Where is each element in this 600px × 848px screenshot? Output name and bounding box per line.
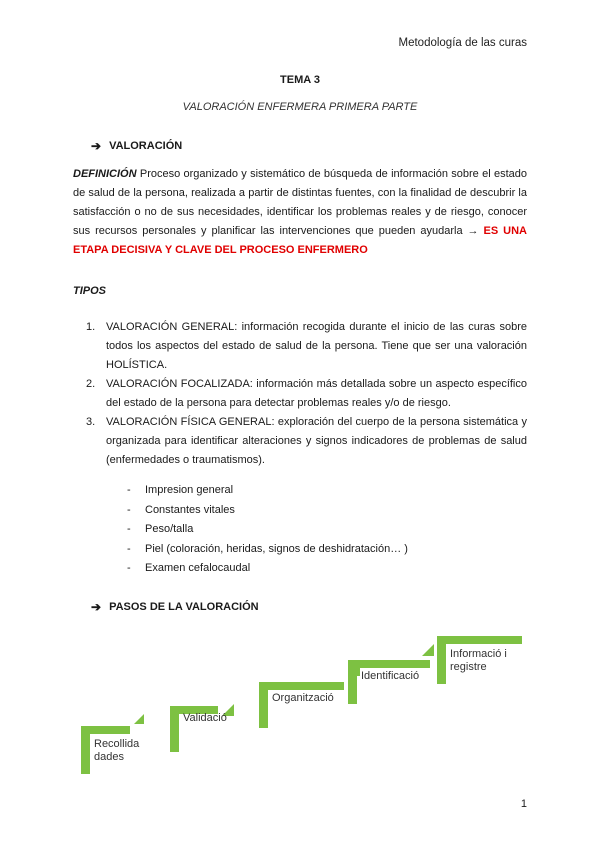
list-item xyxy=(86,413,527,470)
arrow-right-icon: ➔ xyxy=(91,139,102,153)
page-title: TEMA 3 xyxy=(280,74,320,86)
page-header: Metodología de las curas xyxy=(398,37,527,49)
arrow-right-icon: ➔ xyxy=(91,600,102,614)
sub-list-item: - Constantes vitales xyxy=(127,501,408,521)
definition-lead: DEFINICIÓN xyxy=(73,168,137,180)
definition-highlight: ES UNA ETAPA DECISIVA Y CLAVE DEL PROCESO ENFERMERO xyxy=(73,225,528,256)
section-heading-pasos xyxy=(91,600,259,614)
steps-diagram xyxy=(76,632,526,778)
list-item xyxy=(86,375,527,413)
step-shape-3 xyxy=(259,682,344,728)
step-label-5: Informació i registre xyxy=(450,648,507,673)
list-item-number: 2. xyxy=(86,378,96,390)
page-number: 1 xyxy=(520,798,527,810)
sub-list-item: - Piel (coloración, heridas, signos de deshidratación… ) xyxy=(127,540,408,560)
tipos-heading: TIPOS xyxy=(73,285,107,297)
sub-list-item: - Peso/talla xyxy=(127,520,408,540)
sub-list-item: - Impresion general xyxy=(127,481,408,501)
step-label-2: Validació xyxy=(183,712,227,724)
physical-exam-sublist xyxy=(127,481,408,579)
step-arrow-4 xyxy=(422,644,434,656)
list-item-number: 3. xyxy=(86,416,96,428)
step-label-1: Recollida dades xyxy=(94,738,140,763)
section-heading-label: VALORACIÓN xyxy=(109,140,183,152)
step-label-3: Organització xyxy=(272,692,334,704)
definition-body: Proceso organizado y sistemático de búsqueda de información sobre el estado de salud de la persona, realizada a partir de distintas fuentes, con la finalidad de descubrir la satisfacción o no de sus necesidades, identificar los problemas reales y de riesgo, conocer sus recursos personales y planificar las intervenciones que pueden ayudarla → xyxy=(73,168,527,237)
list-item xyxy=(86,318,527,375)
list-item-text: VALORACIÓN GENERAL: información recogida durante el inicio de las curas sobre todos los aspectos del estado de salud de la persona. Tiene que ser una valoración HOLÍSTICA. xyxy=(106,321,527,371)
list-item-text: VALORACIÓN FÍSICA GENERAL: exploración del cuerpo de la persona sistemática y organizada para identificar alteraciones y signos indicadores de problemas de salud (enfermedades o traumatismos). xyxy=(106,416,527,466)
step-arrow-1 xyxy=(134,714,144,724)
sub-list-item: - Examen cefalocaudal xyxy=(127,559,408,579)
step-label-4: Identificació xyxy=(361,670,420,682)
definition-paragraph xyxy=(73,165,527,260)
types-list xyxy=(86,318,527,470)
page-subtitle: VALORACIÓN ENFERMERA PRIMERA PARTE xyxy=(182,101,418,113)
list-item-number: 1. xyxy=(86,321,96,333)
list-item-text: VALORACIÓN FOCALIZADA: información más detallada sobre un aspecto específico del estado de la persona para detectar problemas reales y/o de riesgo. xyxy=(106,378,527,409)
section-heading-valoracion xyxy=(91,139,182,153)
section-heading-label: PASOS DE LA VALORACIÓN xyxy=(109,601,259,613)
